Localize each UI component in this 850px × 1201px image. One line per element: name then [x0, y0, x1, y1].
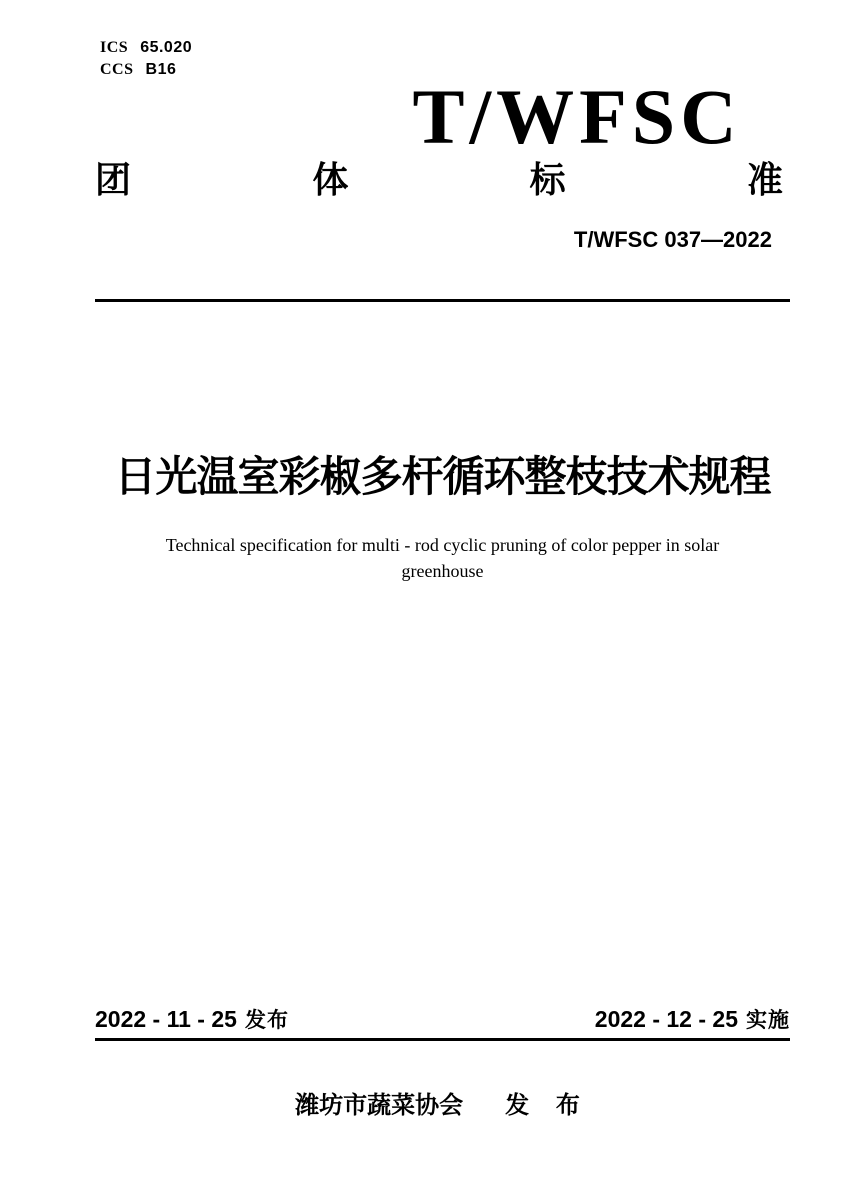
- document-title-en-line2: greenhouse: [401, 561, 484, 582]
- ccs-code-value: B16: [145, 61, 177, 78]
- ccs-code-label: CCS: [100, 61, 134, 78]
- standard-number: T/WFSC 037—2022: [573, 227, 772, 252]
- organization-logo-text: T/WFSC: [412, 73, 742, 160]
- document-title-en: [95, 532, 790, 584]
- footer-rule: [95, 1038, 790, 1041]
- publish-action-label: 发 布: [505, 1092, 590, 1119]
- header-rule: [95, 299, 790, 302]
- ics-code-value: 65.020: [140, 39, 193, 56]
- standard-type-char: 团: [95, 159, 132, 200]
- implement-date: 2022 - 12 - 25: [594, 1006, 738, 1032]
- ics-code-label: ICS: [100, 39, 129, 56]
- ics-code-row: [100, 40, 192, 56]
- implement-label: 实施: [746, 1009, 790, 1032]
- document-title-cn: 日光温室彩椒多杆循环整枝技术规程: [114, 453, 771, 500]
- implement-date-group: [595, 1008, 790, 1031]
- standard-type-char: 准: [746, 159, 783, 200]
- issue-label: 发布: [244, 1009, 289, 1032]
- publisher-name: 潍坊市蔬菜协会: [295, 1092, 464, 1119]
- issue-date: 2022 - 11 - 25: [95, 1006, 237, 1032]
- publisher-row: [95, 1094, 790, 1118]
- issue-date-group: [95, 1008, 289, 1031]
- standard-type-row: [95, 159, 783, 200]
- ccs-code-row: [100, 62, 176, 78]
- standard-type-char: 标: [529, 159, 566, 200]
- standard-type-char: 体: [312, 159, 349, 200]
- dates-row: [95, 1008, 790, 1031]
- document-title-en-line1: Technical specification for multi - rod cyclic pruning of color pepper in solar: [165, 535, 720, 555]
